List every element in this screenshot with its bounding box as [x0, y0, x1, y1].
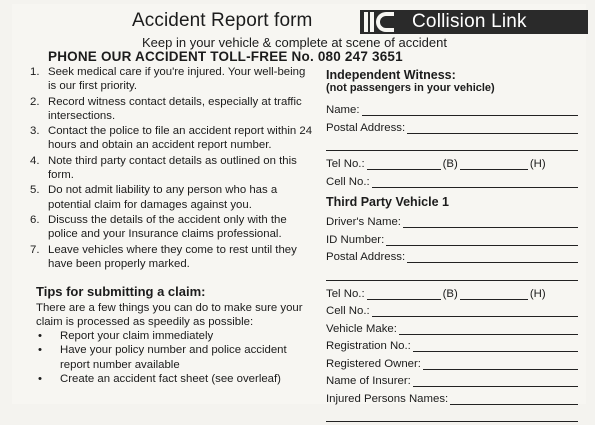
witness-address-field[interactable]	[326, 118, 578, 134]
step-text: Discuss the details of the accident only with the police and your Insurance claims professional.	[48, 213, 287, 241]
field-label: Cell No.:	[326, 305, 370, 317]
registered-owner-field[interactable]	[326, 354, 578, 370]
witness-tel-field[interactable]	[326, 154, 578, 170]
write-line[interactable]	[367, 158, 441, 170]
third-party-tel-field[interactable]	[326, 284, 578, 300]
field-label: Tel No.:	[326, 287, 365, 300]
witness-name-field[interactable]	[326, 100, 578, 116]
registration-field[interactable]	[326, 336, 578, 352]
tip-item	[36, 329, 316, 343]
logo-text: Collision Link	[412, 11, 527, 32]
home-label: (H)	[529, 158, 546, 170]
step-number: 6.	[30, 213, 40, 226]
step-number: 2.	[30, 95, 40, 108]
id-number-field[interactable]	[326, 230, 578, 246]
field-label: ID Number:	[326, 233, 385, 246]
tip-text: Create an accident fact sheet (see overleaf)	[60, 372, 281, 385]
step-item	[30, 124, 316, 153]
tips-title: Tips for submitting a claim:	[36, 284, 206, 299]
third-party-cell-field[interactable]	[326, 301, 578, 317]
injured-persons-field[interactable]	[326, 389, 578, 405]
step-item	[30, 243, 316, 272]
step-text: Seek medical care if you're injured. Your well-being is our first priority.	[48, 66, 306, 93]
home-label: (H)	[529, 287, 546, 300]
witness-address-line-2[interactable]	[326, 135, 578, 151]
form-fields-column	[326, 68, 578, 425]
tip-item	[36, 343, 316, 372]
step-number: 5.	[30, 184, 40, 197]
accident-report-card	[12, 4, 586, 404]
step-text: Do not admit liability to any person who has a potential claim for damages against you.	[48, 184, 278, 211]
step-number: 7.	[30, 243, 40, 256]
step-item	[30, 95, 316, 124]
business-label: (B)	[442, 158, 458, 170]
step-item	[30, 154, 316, 183]
write-line[interactable]	[423, 358, 578, 370]
write-line[interactable]	[403, 216, 578, 228]
write-line[interactable]	[386, 234, 578, 246]
write-line[interactable]	[407, 251, 578, 263]
business-label: (B)	[442, 287, 458, 300]
step-text: Contact the police to file an accident report within 24 hours and obtain an accident report number.	[48, 125, 313, 152]
write-line[interactable]	[413, 375, 578, 387]
write-line[interactable]	[372, 305, 578, 317]
write-line[interactable]	[362, 104, 578, 116]
driver-name-field[interactable]	[326, 212, 578, 228]
tip-text: Report your claim immediately	[60, 330, 214, 342]
injured-persons-line-2[interactable]	[326, 406, 578, 422]
field-label: Tel No.:	[326, 158, 365, 170]
field-label: Injured Persons Names:	[326, 392, 449, 405]
logo-mark-icon	[360, 10, 408, 34]
field-label: Cell No.:	[326, 175, 370, 188]
witness-section-subtitle: (not passengers in your vehicle)	[326, 82, 495, 94]
witness-cell-field[interactable]	[326, 172, 578, 188]
step-number: 1.	[30, 66, 40, 78]
step-number: 3.	[30, 125, 40, 138]
write-line[interactable]	[413, 340, 578, 352]
field-label: Driver's Name:	[326, 216, 401, 228]
step-text: Note third party contact details as outlined on this form.	[48, 154, 297, 182]
third-party-address-field[interactable]	[326, 247, 578, 263]
tip-text: Have your policy number and police accident report number available	[60, 344, 287, 371]
step-item	[30, 65, 316, 94]
write-line[interactable]	[460, 158, 528, 170]
write-line[interactable]	[407, 122, 578, 134]
vehicle-make-field[interactable]	[326, 319, 578, 335]
bullet-icon: •	[38, 330, 42, 342]
step-text: Record witness contact details, especially at traffic intersections.	[48, 95, 302, 122]
form-title: Accident Report form	[132, 10, 313, 31]
field-label: Registration No.:	[326, 340, 411, 352]
write-line[interactable]	[450, 393, 578, 405]
third-party-section-title: Third Party Vehicle 1	[326, 195, 449, 209]
instructions-column	[30, 65, 316, 272]
bullet-icon: •	[38, 372, 42, 385]
field-label: Postal Address:	[326, 121, 406, 134]
bullet-icon: •	[38, 344, 42, 357]
tip-item	[36, 372, 316, 386]
witness-section-title: Independent Witness:	[326, 68, 456, 82]
tips-list	[36, 329, 316, 386]
collision-link-logo	[360, 10, 588, 34]
field-label: Postal Address:	[326, 251, 406, 263]
insurer-field[interactable]	[326, 371, 578, 387]
step-text: Leave vehicles where they come to rest until they have been properly marked.	[48, 243, 297, 270]
field-label: Name of Insurer:	[326, 375, 411, 387]
form-subtitle: Keep in your vehicle & complete at scene of accident	[142, 35, 447, 50]
step-item	[30, 183, 316, 212]
field-label: Vehicle Make:	[326, 322, 397, 335]
toll-free-phone: PHONE OUR ACCIDENT TOLL-FREE No. 080 247 3651	[48, 49, 403, 64]
third-party-address-line-2[interactable]	[326, 265, 578, 281]
write-line[interactable]	[372, 176, 578, 188]
write-line[interactable]	[367, 288, 441, 300]
step-number: 4.	[30, 154, 40, 167]
step-item	[30, 213, 316, 242]
field-label: Registered Owner:	[326, 357, 421, 370]
tips-intro: There are a few things you can do to make sure your claim is processed as speedily as possible:	[36, 302, 303, 329]
write-line[interactable]	[399, 323, 578, 335]
field-label: Name:	[326, 104, 360, 116]
write-line[interactable]	[460, 288, 528, 300]
steps-list	[30, 65, 316, 271]
